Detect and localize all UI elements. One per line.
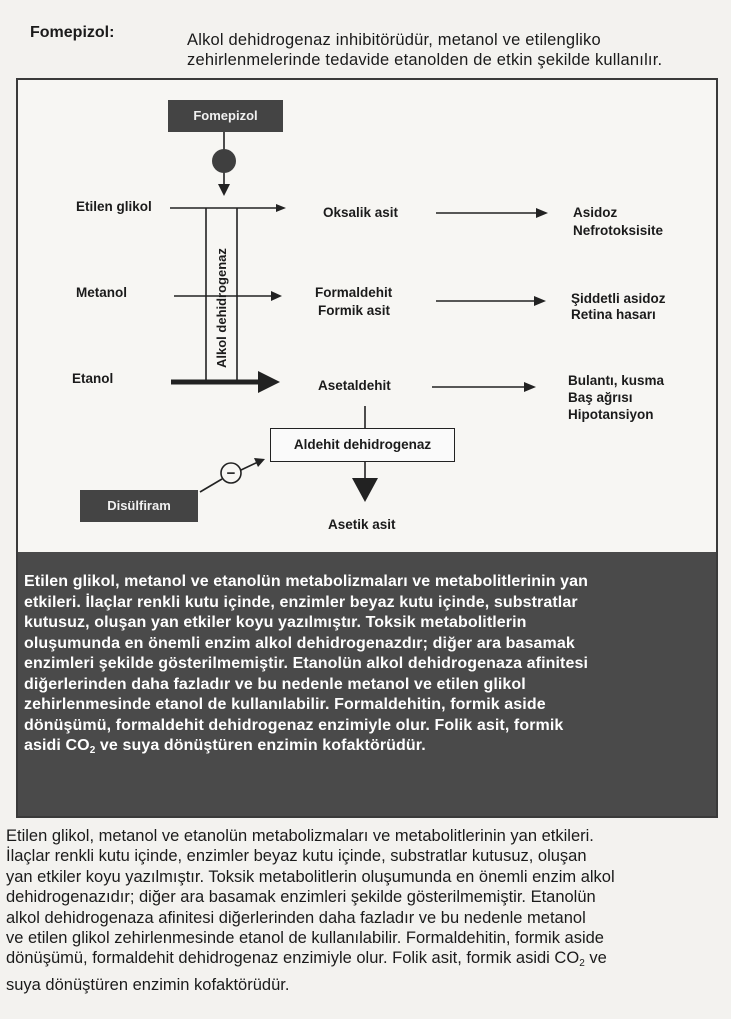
inhibition-minus-symbol: − xyxy=(226,465,236,482)
definition-line: Alkol dehidrogenaz inhibitörüdür, metanol ve etilengliko xyxy=(187,31,601,49)
substrate-ethylene-glycol: Etilen glikol xyxy=(76,199,152,214)
arrowhead-oxalic xyxy=(536,208,548,218)
substrate-methanol: Metanol xyxy=(76,285,128,300)
disulfiram-connector xyxy=(200,479,222,492)
figure-caption xyxy=(18,552,716,816)
adh-enzyme-label: Alkol dehidrogenaz xyxy=(214,248,229,368)
caption-line: dönüşümü, formaldehit dehidrogenaz enzimiyle olur. Folik asit, formik xyxy=(24,716,564,734)
effect-acidosis: Asidoz xyxy=(573,205,618,220)
body-line: ve etilen glikol zehirlenmesinde etanol de kullanılabilir. Formaldehitin, formik aside xyxy=(6,929,604,948)
disulfiram-drug-box: Disülfiram xyxy=(80,490,198,522)
caption-last-prefix: asidi CO xyxy=(24,737,90,754)
arrowhead-methanol xyxy=(271,291,282,301)
caption-line-last xyxy=(24,736,708,762)
effect-severe-acidosis: Şiddetli asidoz xyxy=(571,291,666,306)
arrowhead-acetaldehyde xyxy=(524,382,536,392)
fomepizol-drug-box: Fomepizol xyxy=(168,100,283,132)
body-co2-subscript: 2 xyxy=(579,958,585,970)
metabolite-acetic-acid: Asetik asit xyxy=(328,517,396,532)
body-line7-prefix: dönüşümü, formaldehit dehidrogenaz enzimiyle olur. Folik asit, formik asidi CO xyxy=(6,949,580,968)
effect-headache: Baş ağrısı xyxy=(568,390,633,405)
metabolite-oxalic-acid: Oksalik asit xyxy=(323,205,399,220)
caption-co2-subscript: 2 xyxy=(89,745,96,756)
metabolite-formic-acid: Formik asit xyxy=(318,303,391,318)
effect-retinal-damage: Retina hasarı xyxy=(571,307,656,322)
substrate-ethanol: Etanol xyxy=(72,371,114,386)
definition-line: zehirlenmelerinde tedavide etanolden de etkin şekilde kullanılır. xyxy=(187,51,663,69)
fomepizol-inhibition-dot xyxy=(212,149,236,173)
metabolite-acetaldehyde: Asetaldehit xyxy=(318,378,391,393)
body-paragraph xyxy=(6,826,726,995)
caption-line: oluşumunda en önemli enzim alkol dehidrogenazdır; diğer ara basamak xyxy=(24,634,575,652)
arrow-ethanol-acetaldehyde-head xyxy=(258,371,280,393)
arrowhead-acetic xyxy=(352,478,378,502)
caption-line: Etilen glikol, metanol ve etanolün metabolizmaları ve metabolitlerinin yan xyxy=(24,573,588,590)
term-heading: Fomepizol: xyxy=(30,24,115,41)
arrowhead-eg xyxy=(276,204,286,212)
caption-line: etkileri. İlaçlar renkli kutu içinde, enzimler beyaz kutu içinde, substratlar xyxy=(24,593,578,611)
arrowhead-fomepizol xyxy=(218,184,230,196)
effect-hypotension: Hipotansiyon xyxy=(568,407,654,422)
body-line: İlaçlar renkli kutu içinde, enzimler beyaz kutu içinde, substratlar kutusuz, oluşan xyxy=(6,847,587,866)
arrowhead-formic xyxy=(534,296,546,306)
body-line: alkol dehidrogenaza afinitesi diğerlerinden daha fazladır ve bu nedenle metanol xyxy=(6,908,586,927)
disulfiram-inhibit-line xyxy=(241,462,258,470)
effect-nausea-vomiting: Bulantı, kusma xyxy=(568,373,665,388)
caption-line: diğerlerinden daha fazladır ve bu nedenle metanol ve etilen glikol xyxy=(24,675,526,693)
body-line: yan etkiler koyu yazılmıştır. Toksik metabolitlerin oluşumunda en önemli enzim alkol xyxy=(6,867,615,886)
body-line: suya dönüştüren enzimin kofaktörüdür. xyxy=(6,975,290,994)
body-line: dehidrogenazıdır; diğer ara basamak enzimleri şekilde gösterilmemiştir. Etanolün xyxy=(6,888,596,907)
term-definition xyxy=(187,30,731,70)
body-line: Etilen glikol, metanol ve etanolün metabolizmaları ve metabolitlerinin yan etkileri. xyxy=(6,827,594,845)
caption-line: zehirlenmesinde etanol de kullanılabilir. Formaldehitin, formik aside xyxy=(24,696,546,713)
effect-nephrotoxicity: Nefrotoksisite xyxy=(573,223,664,238)
body-line-7 xyxy=(6,948,726,974)
caption-last-suffix: ve suya dönüştüren enzimin kofaktörüdür. xyxy=(95,737,426,754)
metabolite-formaldehyde: Formaldehit xyxy=(315,285,393,300)
aldh-enzyme-box: Aldehit dehidrogenaz xyxy=(270,428,455,462)
caption-line: enzimleri şekilde gösterilmemiştir. Etanolün alkol dehidrogenaza afinitesi xyxy=(24,655,589,672)
caption-line: kutusuz, oluşan yan etkiler koyu yazılmıştır. Toksik metabolitlerin xyxy=(24,614,527,631)
metabolism-figure xyxy=(16,78,718,818)
body-line7-suffix: ve xyxy=(584,949,607,968)
